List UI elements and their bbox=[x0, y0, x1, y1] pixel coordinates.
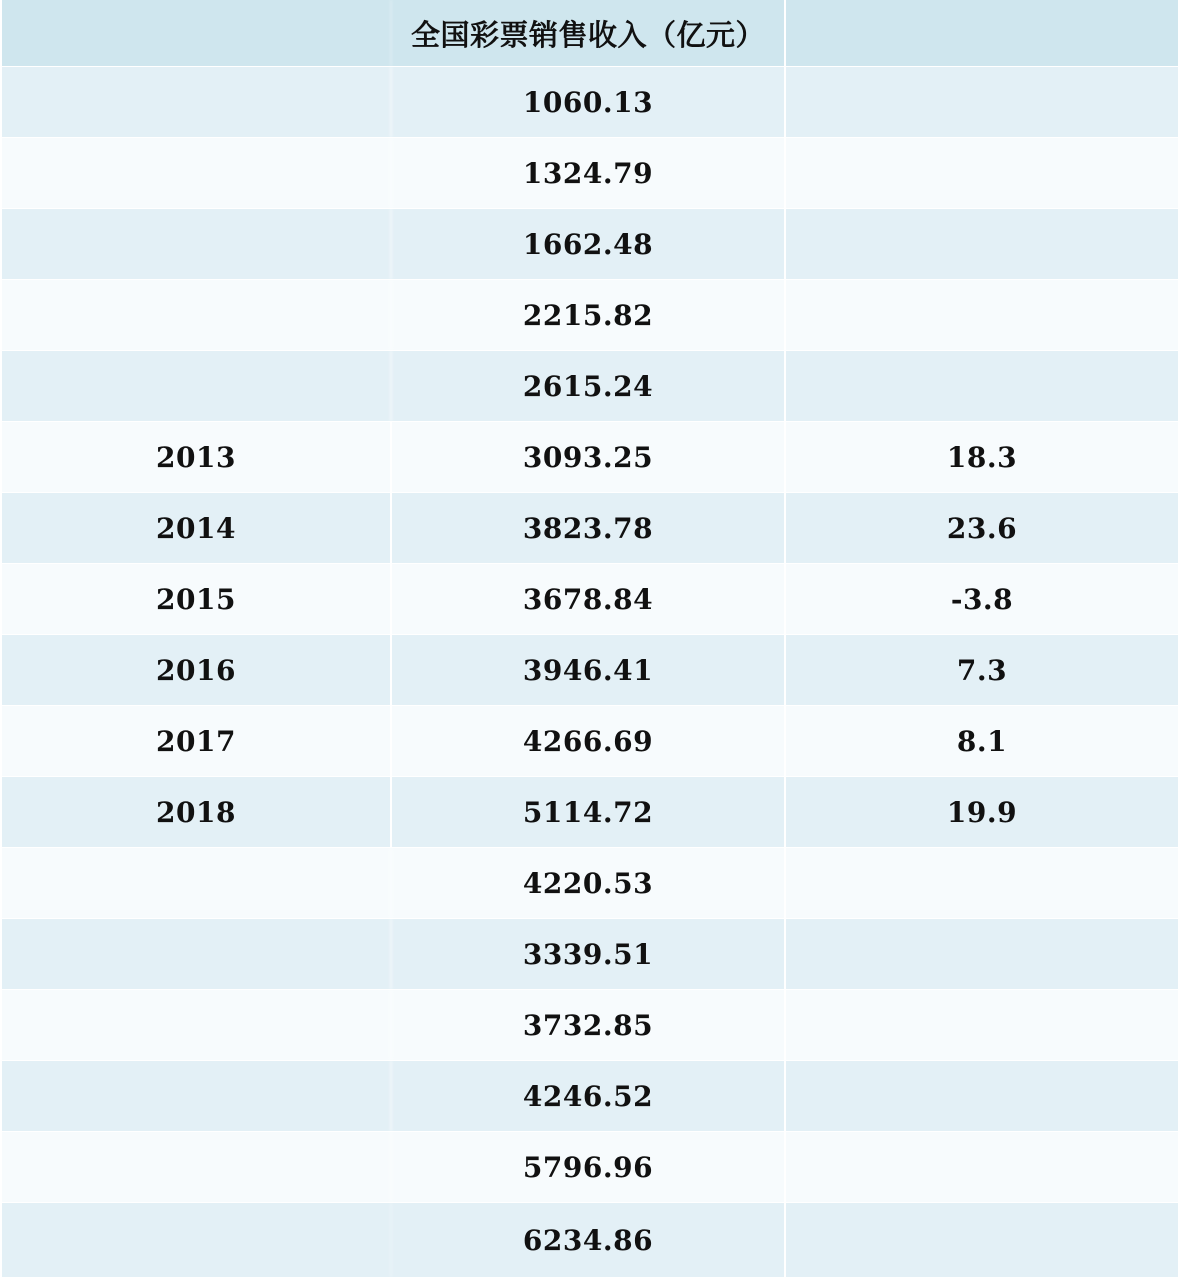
growth-cell bbox=[786, 1132, 1178, 1202]
sales-cell: 5796.96 bbox=[392, 1132, 786, 1202]
table-row bbox=[2, 777, 1178, 848]
growth-cell: -3.8 bbox=[950, 582, 1014, 616]
table-row bbox=[2, 1132, 1178, 1203]
sales-cell: 4246.52 bbox=[392, 1061, 786, 1131]
year-cell bbox=[2, 1132, 392, 1202]
sales-cell: 3678.84 bbox=[392, 564, 786, 634]
sales-cell: 3093.25 bbox=[392, 422, 786, 492]
growth-cell: 7.3 bbox=[956, 653, 1008, 687]
year-cell: 2013 bbox=[2, 422, 392, 492]
growth-cell: 18.3 bbox=[946, 440, 1018, 474]
sales-cell: 1662.48 bbox=[392, 209, 786, 279]
table-row bbox=[2, 422, 1178, 493]
table-header-row bbox=[2, 0, 1178, 67]
growth-cell: 8.1 bbox=[956, 724, 1008, 758]
table-row bbox=[2, 138, 1178, 209]
table-row bbox=[2, 280, 1178, 351]
year-cell bbox=[2, 990, 392, 1060]
year-cell: 2014 bbox=[2, 493, 392, 563]
sales-cell: 2615.24 bbox=[392, 351, 786, 421]
table-row bbox=[2, 990, 1178, 1061]
sales-cell: 4220.53 bbox=[392, 848, 786, 918]
header-sales: 全国彩票销售收入（亿元） bbox=[392, 0, 786, 66]
table-row bbox=[2, 919, 1178, 990]
sales-cell: 6234.86 bbox=[392, 1203, 786, 1277]
table-row bbox=[2, 209, 1178, 280]
sales-cell: 1324.79 bbox=[392, 138, 786, 208]
growth-cell bbox=[786, 990, 1178, 1060]
growth-cell bbox=[786, 848, 1178, 918]
sales-cell: 3946.41 bbox=[392, 635, 786, 705]
year-cell bbox=[2, 67, 392, 137]
year-cell bbox=[2, 138, 392, 208]
growth-cell bbox=[786, 1203, 1178, 1277]
lottery-sales-table bbox=[2, 0, 1178, 1278]
table-row bbox=[2, 493, 1178, 564]
year-cell bbox=[2, 1203, 392, 1277]
year-cell: 2017 bbox=[2, 706, 392, 776]
growth-cell bbox=[786, 1061, 1178, 1131]
year-cell: 2015 bbox=[2, 564, 392, 634]
table-row bbox=[2, 848, 1178, 919]
sales-cell: 1060.13 bbox=[392, 67, 786, 137]
table-row bbox=[2, 351, 1178, 422]
header-growth bbox=[786, 0, 1178, 66]
growth-cell bbox=[786, 280, 1178, 350]
growth-cell bbox=[786, 67, 1178, 137]
year-cell bbox=[2, 919, 392, 989]
sales-cell: 2215.82 bbox=[392, 280, 786, 350]
table-row bbox=[2, 706, 1178, 777]
sales-cell: 4266.69 bbox=[392, 706, 786, 776]
growth-cell: 23.6 bbox=[946, 511, 1018, 545]
growth-cell bbox=[786, 919, 1178, 989]
year-cell bbox=[2, 848, 392, 918]
year-cell bbox=[2, 351, 392, 421]
sales-cell: 3732.85 bbox=[392, 990, 786, 1060]
year-cell: 2018 bbox=[2, 777, 392, 847]
growth-cell bbox=[786, 209, 1178, 279]
table-row bbox=[2, 67, 1178, 138]
year-cell bbox=[2, 209, 392, 279]
sales-cell: 3823.78 bbox=[392, 493, 786, 563]
header-year bbox=[2, 0, 392, 66]
year-cell bbox=[2, 280, 392, 350]
table-row bbox=[2, 635, 1178, 706]
growth-cell bbox=[786, 138, 1178, 208]
growth-cell bbox=[786, 351, 1178, 421]
table-row bbox=[2, 1203, 1178, 1278]
year-cell bbox=[2, 1061, 392, 1131]
table-row bbox=[2, 1061, 1178, 1132]
table-row bbox=[2, 564, 1178, 635]
sales-cell: 5114.72 bbox=[392, 777, 786, 847]
sales-cell: 3339.51 bbox=[392, 919, 786, 989]
growth-cell: 19.9 bbox=[946, 795, 1018, 829]
year-cell: 2016 bbox=[2, 635, 392, 705]
